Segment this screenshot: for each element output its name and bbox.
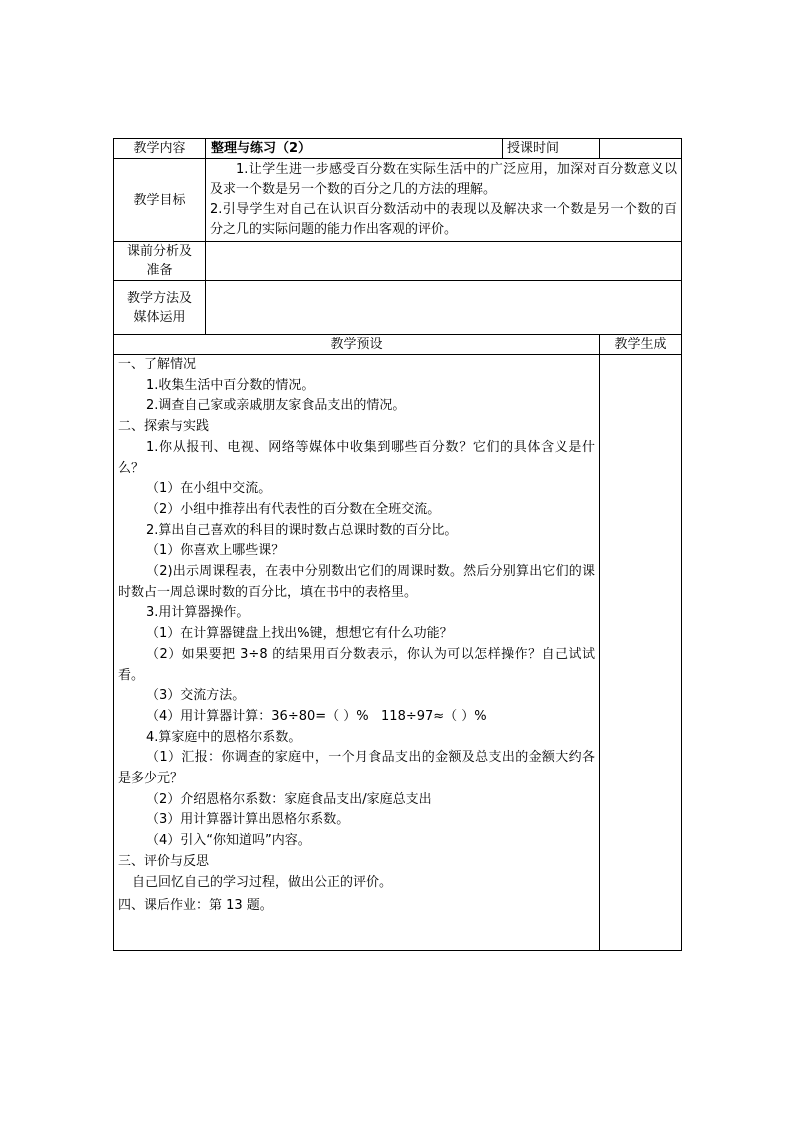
plan-body <box>114 355 600 951</box>
section-2-item-3: 3.用计算器操作。 <box>146 605 250 621</box>
section-4-homework: 四、课后作业：第 13 题。 <box>118 898 273 914</box>
section-2-item-3d: （4）用计算器计算：36÷80=（ ）% 118÷97≈（ ）% <box>146 708 487 724</box>
plan-header-row <box>114 335 682 355</box>
prep-label-line1: 课前分析及 <box>126 244 192 259</box>
plan-header-generated: 教学生成 <box>600 335 682 355</box>
goal-item-1: 1.让学生进一步感受百分数在实际生活中的广泛应用，加深对百分数意义以及求一个数是另一个数的百分之几的方法的理解。 <box>210 162 677 197</box>
section-2-item-4a: （1）汇报：你调查的家庭中，一个月食品支出的金额及总支出的金额大约各是多少元？ <box>118 750 595 787</box>
goals-content <box>206 159 682 242</box>
methods-label-line2: 媒体运用 <box>133 309 186 325</box>
header-row <box>114 139 682 159</box>
section-2-item-2b: （2)出示周课程表，在表中分别数出它们的周课时数。然后分别算出它们的课时数占一周总课时数的百分比，填在书中的表格里。 <box>118 564 595 600</box>
section-2-item-1a: （1）在小组中交流。 <box>146 481 272 497</box>
section-2-item-3c: （3）交流方法。 <box>146 688 246 704</box>
goals-row <box>114 159 682 242</box>
plan-header-preset: 教学预设 <box>114 335 600 355</box>
generated-notes-cell <box>600 355 682 951</box>
time-value <box>600 139 682 159</box>
time-label: 授课时间 <box>503 139 600 159</box>
section-2-item-3b: （2）如果要把 3÷8 的结果用百分数表示，你认为可以怎样操作？自己试试看。 <box>118 646 595 683</box>
goals-label: 教学目标 <box>114 159 206 242</box>
section-1-item-1: 1.收集生活中百分数的情况。 <box>146 377 315 393</box>
section-2-item-4d: （4）引入“你知道吗”内容。 <box>146 833 311 849</box>
section-2-item-4c: （3）用计算器计算出恩格尔系数。 <box>146 812 350 828</box>
methods-value <box>206 281 682 335</box>
content-label: 教学内容 <box>114 139 206 159</box>
methods-row <box>114 281 682 335</box>
lesson-plan-document <box>113 138 681 951</box>
lesson-plan-table <box>113 138 682 951</box>
prep-label <box>114 242 206 281</box>
methods-label <box>114 281 206 335</box>
section-3-item-1: 自己回忆自己的学习过程，做出公正的评价。 <box>132 874 393 890</box>
plan-body-row <box>114 355 682 951</box>
section-2-item-1b: （2）小组中推荐出有代表性的百分数在全班交流。 <box>146 501 441 517</box>
section-2-item-4b: （2）介绍恩格尔系数：家庭食品支出/家庭总支出 <box>146 791 432 807</box>
section-2-heading: 二、探索与实践 <box>118 419 210 435</box>
methods-label-line1: 教学方法及 <box>126 290 192 306</box>
section-2-item-4: 4.算家庭中的恩格尔系数。 <box>146 729 302 745</box>
goal-item-2: 2.引导学生对自己在认识百分数活动中的表现以及解决求一个数是另一个数的百分之几的实际问题的能力作出客观的评价。 <box>210 202 677 237</box>
section-2-item-3a: （1）在计算器键盘上找出%键，想想它有什么功能？ <box>146 626 453 642</box>
section-1-item-2: 2.调查自己家或亲戚朋友家食品支出的情况。 <box>146 398 406 414</box>
prep-row <box>114 242 682 281</box>
prep-value <box>206 242 682 281</box>
section-3-heading: 三、评价与反思 <box>118 853 210 869</box>
section-2-item-2: 2.算出自己喜欢的科目的课时数占总课时数的百分比。 <box>146 522 458 538</box>
prep-label-line2: 准备 <box>146 263 173 278</box>
section-1-heading: 一、了解情况 <box>118 357 197 372</box>
section-2-item-2a: （1）你喜欢上哪些课？ <box>146 543 285 559</box>
section-2-item-1: 1.你从报刊、电视、网络等媒体中收集到哪些百分数？它们的具体含义是什么？ <box>118 439 595 476</box>
lesson-title: 整理与练习（2） <box>206 139 503 159</box>
